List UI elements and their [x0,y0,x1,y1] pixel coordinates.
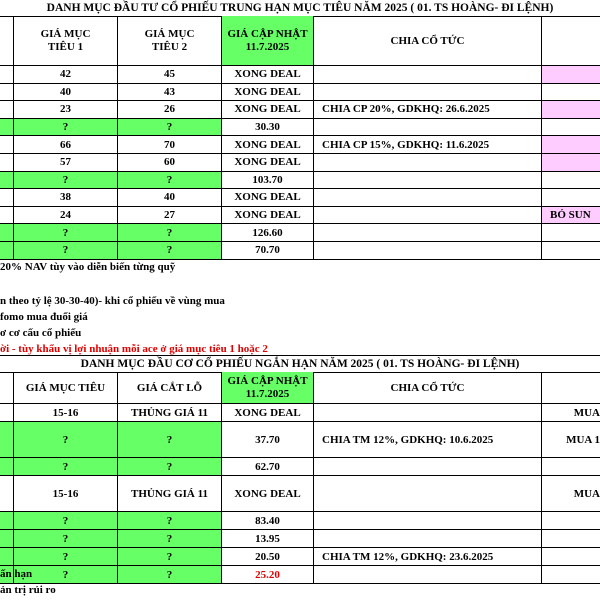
target-cell: 15-16 [14,404,118,422]
mid-term-title: DANH MỤC ĐẦU TƯ CỔ PHIẾU TRUNG HẠN MỤC TIÊU NĂM 2025 ( 01. TS HOÀNG- ĐI LỆNH) [0,0,600,17]
target1-cell: 24 [14,207,118,225]
price-cell: XONG DEAL [222,136,314,154]
target1-cell: 40 [14,84,118,102]
dividend-cell: CHIA CP 20%, GDKHQ: 26.6.2025 [314,101,542,119]
note-line: n theo tỷ lệ 30-30-40)- khi cổ phiếu về vùng mua [0,295,225,307]
row-code [0,101,14,119]
stop-loss-cell: ? [118,512,222,530]
row-code [0,154,14,172]
note-cell [542,172,600,190]
target1-cell: ? [14,119,118,137]
target2-cell: 43 [118,84,222,102]
note-line: ơ cơ cấu cổ phiếu [0,327,82,339]
note-cell [542,154,600,172]
header-stop-loss: GIÁ CẮT LỖ [118,372,222,404]
row-code [0,512,14,530]
price-cell: 62.70 [222,458,314,476]
note-cell [542,458,600,476]
dividend-cell: CHIA TM 12%, GDKHQ: 23.6.2025 [314,548,542,566]
price-cell: XONG DEAL [222,476,314,512]
footer-note: ản trị rủi ro [0,584,56,596]
row-code [0,84,14,102]
note-cell: MUA [542,476,600,512]
row-code [0,476,14,512]
target1-cell: 42 [14,66,118,84]
table-row [0,207,600,225]
mid-term-header-row [0,16,600,66]
table-row [0,66,600,84]
table-row [0,242,600,260]
price-cell: XONG DEAL [222,154,314,172]
stop-loss-cell: ? [118,530,222,548]
price-cell: 30.30 [222,119,314,137]
table-row [0,84,600,102]
dividend-cell [314,189,542,207]
target2-cell: ? [118,242,222,260]
dividend-cell [314,512,542,530]
price-cell: XONG DEAL [222,189,314,207]
target1-cell: 57 [14,154,118,172]
dividend-cell [314,566,542,584]
target1-cell: 23 [14,101,118,119]
note-cell: MUA [542,404,600,422]
price-cell: XONG DEAL [222,404,314,422]
note-cell [542,566,600,584]
target1-cell: ? [14,172,118,190]
row-code [0,548,14,566]
dividend-cell [314,172,542,190]
table-row [0,404,600,422]
target1-cell: ? [14,242,118,260]
dividend-cell [314,404,542,422]
row-code [0,530,14,548]
price-cell: 20.50 [222,548,314,566]
footer-note: ấn hạn [0,568,33,580]
row-code [0,119,14,137]
table-row [0,136,600,154]
table-row [0,119,600,137]
note-line: 20% NAV tùy vào diễn biến từng quỹ [0,261,176,273]
note-cell [542,66,600,84]
row-code [0,224,14,242]
stop-loss-cell: ? [118,458,222,476]
table-row [0,458,600,476]
table-row [0,566,600,584]
dividend-cell [314,458,542,476]
note-cell [542,242,600,260]
price-cell: 25.20 [222,566,314,584]
note-cell: MUA 1 [542,422,600,458]
target1-cell: ? [14,224,118,242]
dividend-cell [314,154,542,172]
row-code [0,136,14,154]
dividend-cell [314,84,542,102]
target-cell: ? [14,548,118,566]
target2-cell: ? [118,119,222,137]
stop-loss-cell: ? [118,566,222,584]
header-target: GIÁ MỤC TIÊU [14,372,118,404]
table-row [0,548,600,566]
target2-cell: ? [118,172,222,190]
table-row [0,154,600,172]
price-cell: XONG DEAL [222,101,314,119]
target-cell: ? [14,458,118,476]
header-update-price: GIÁ CẬP NHẬT 11.7.2025 [222,372,314,404]
table-row [0,422,600,458]
target2-cell: 45 [118,66,222,84]
price-cell: 37.70 [222,422,314,458]
header-update-price: GIÁ CẬP NHẬT 11.7.2025 [222,16,314,66]
header-target2: GIÁ MỤC TIÊU 2 [118,16,222,66]
row-code [0,404,14,422]
price-cell: 103.70 [222,172,314,190]
table-row [0,101,600,119]
row-code [0,66,14,84]
dividend-cell [314,207,542,225]
short-term-title: DANH MỤC ĐẦU CƠ CỔ PHIẾU NGẮN HẠN NĂM 2025 ( 01. TS HOÀNG- ĐI LỆNH) [0,355,600,373]
table-row [0,512,600,530]
target-cell: 15-16 [14,476,118,512]
row-code [0,458,14,476]
row-code [0,242,14,260]
target2-cell: ? [118,224,222,242]
note-cell [542,530,600,548]
note-line: ời - tùy khẩu vị lợi nhuận mỗi ace ở giá mục tiêu 1 hoặc 2 [0,343,268,355]
price-cell: XONG DEAL [222,84,314,102]
row-code [0,189,14,207]
header-dividend: CHIA CỔ TỨC [314,372,542,404]
dividend-cell: CHIA CP 15%, GDKHQ: 11.6.2025 [314,136,542,154]
target2-cell: 27 [118,207,222,225]
header-target1: GIÁ MỤC TIÊU 1 [14,16,118,66]
row-code [0,172,14,190]
target-cell: ? [14,422,118,458]
price-cell: 83.40 [222,512,314,530]
note-cell [542,189,600,207]
note-cell [542,548,600,566]
note-cell [542,84,600,102]
target-cell: ? [14,566,118,584]
dividend-cell [314,119,542,137]
table-row [0,476,600,512]
row-code [0,207,14,225]
table-row [0,224,600,242]
price-cell: XONG DEAL [222,207,314,225]
dividend-cell [314,242,542,260]
table-row [0,530,600,548]
stop-loss-cell: THỦNG GIÁ 11 [118,476,222,512]
note-cell [542,136,600,154]
price-cell: 70.70 [222,242,314,260]
target1-cell: 66 [14,136,118,154]
note-cell [542,101,600,119]
dividend-cell: CHIA TM 12%, GDKHQ: 10.6.2025 [314,422,542,458]
note-cell [542,119,600,137]
dividend-cell [314,66,542,84]
note-cell: BỎ SUN [542,207,600,225]
table-row [0,189,600,207]
dividend-cell [314,476,542,512]
dividend-cell [314,224,542,242]
target2-cell: 26 [118,101,222,119]
row-code [0,422,14,458]
stop-loss-cell: ? [118,422,222,458]
note-cell [542,512,600,530]
target1-cell: 38 [14,189,118,207]
dividend-cell [314,530,542,548]
price-cell: 13.95 [222,530,314,548]
short-term-header-row [0,372,600,404]
target2-cell: 40 [118,189,222,207]
target-cell: ? [14,530,118,548]
target2-cell: 70 [118,136,222,154]
table-row [0,172,600,190]
price-cell: 126.60 [222,224,314,242]
stop-loss-cell: THỦNG GIÁ 11 [118,404,222,422]
stop-loss-cell: ? [118,548,222,566]
header-dividend: CHIA CỔ TỨC [314,16,542,66]
price-cell: XONG DEAL [222,66,314,84]
target2-cell: 60 [118,154,222,172]
note-cell [542,224,600,242]
note-line: fomo mua đuổi giá [0,311,88,323]
target-cell: ? [14,512,118,530]
